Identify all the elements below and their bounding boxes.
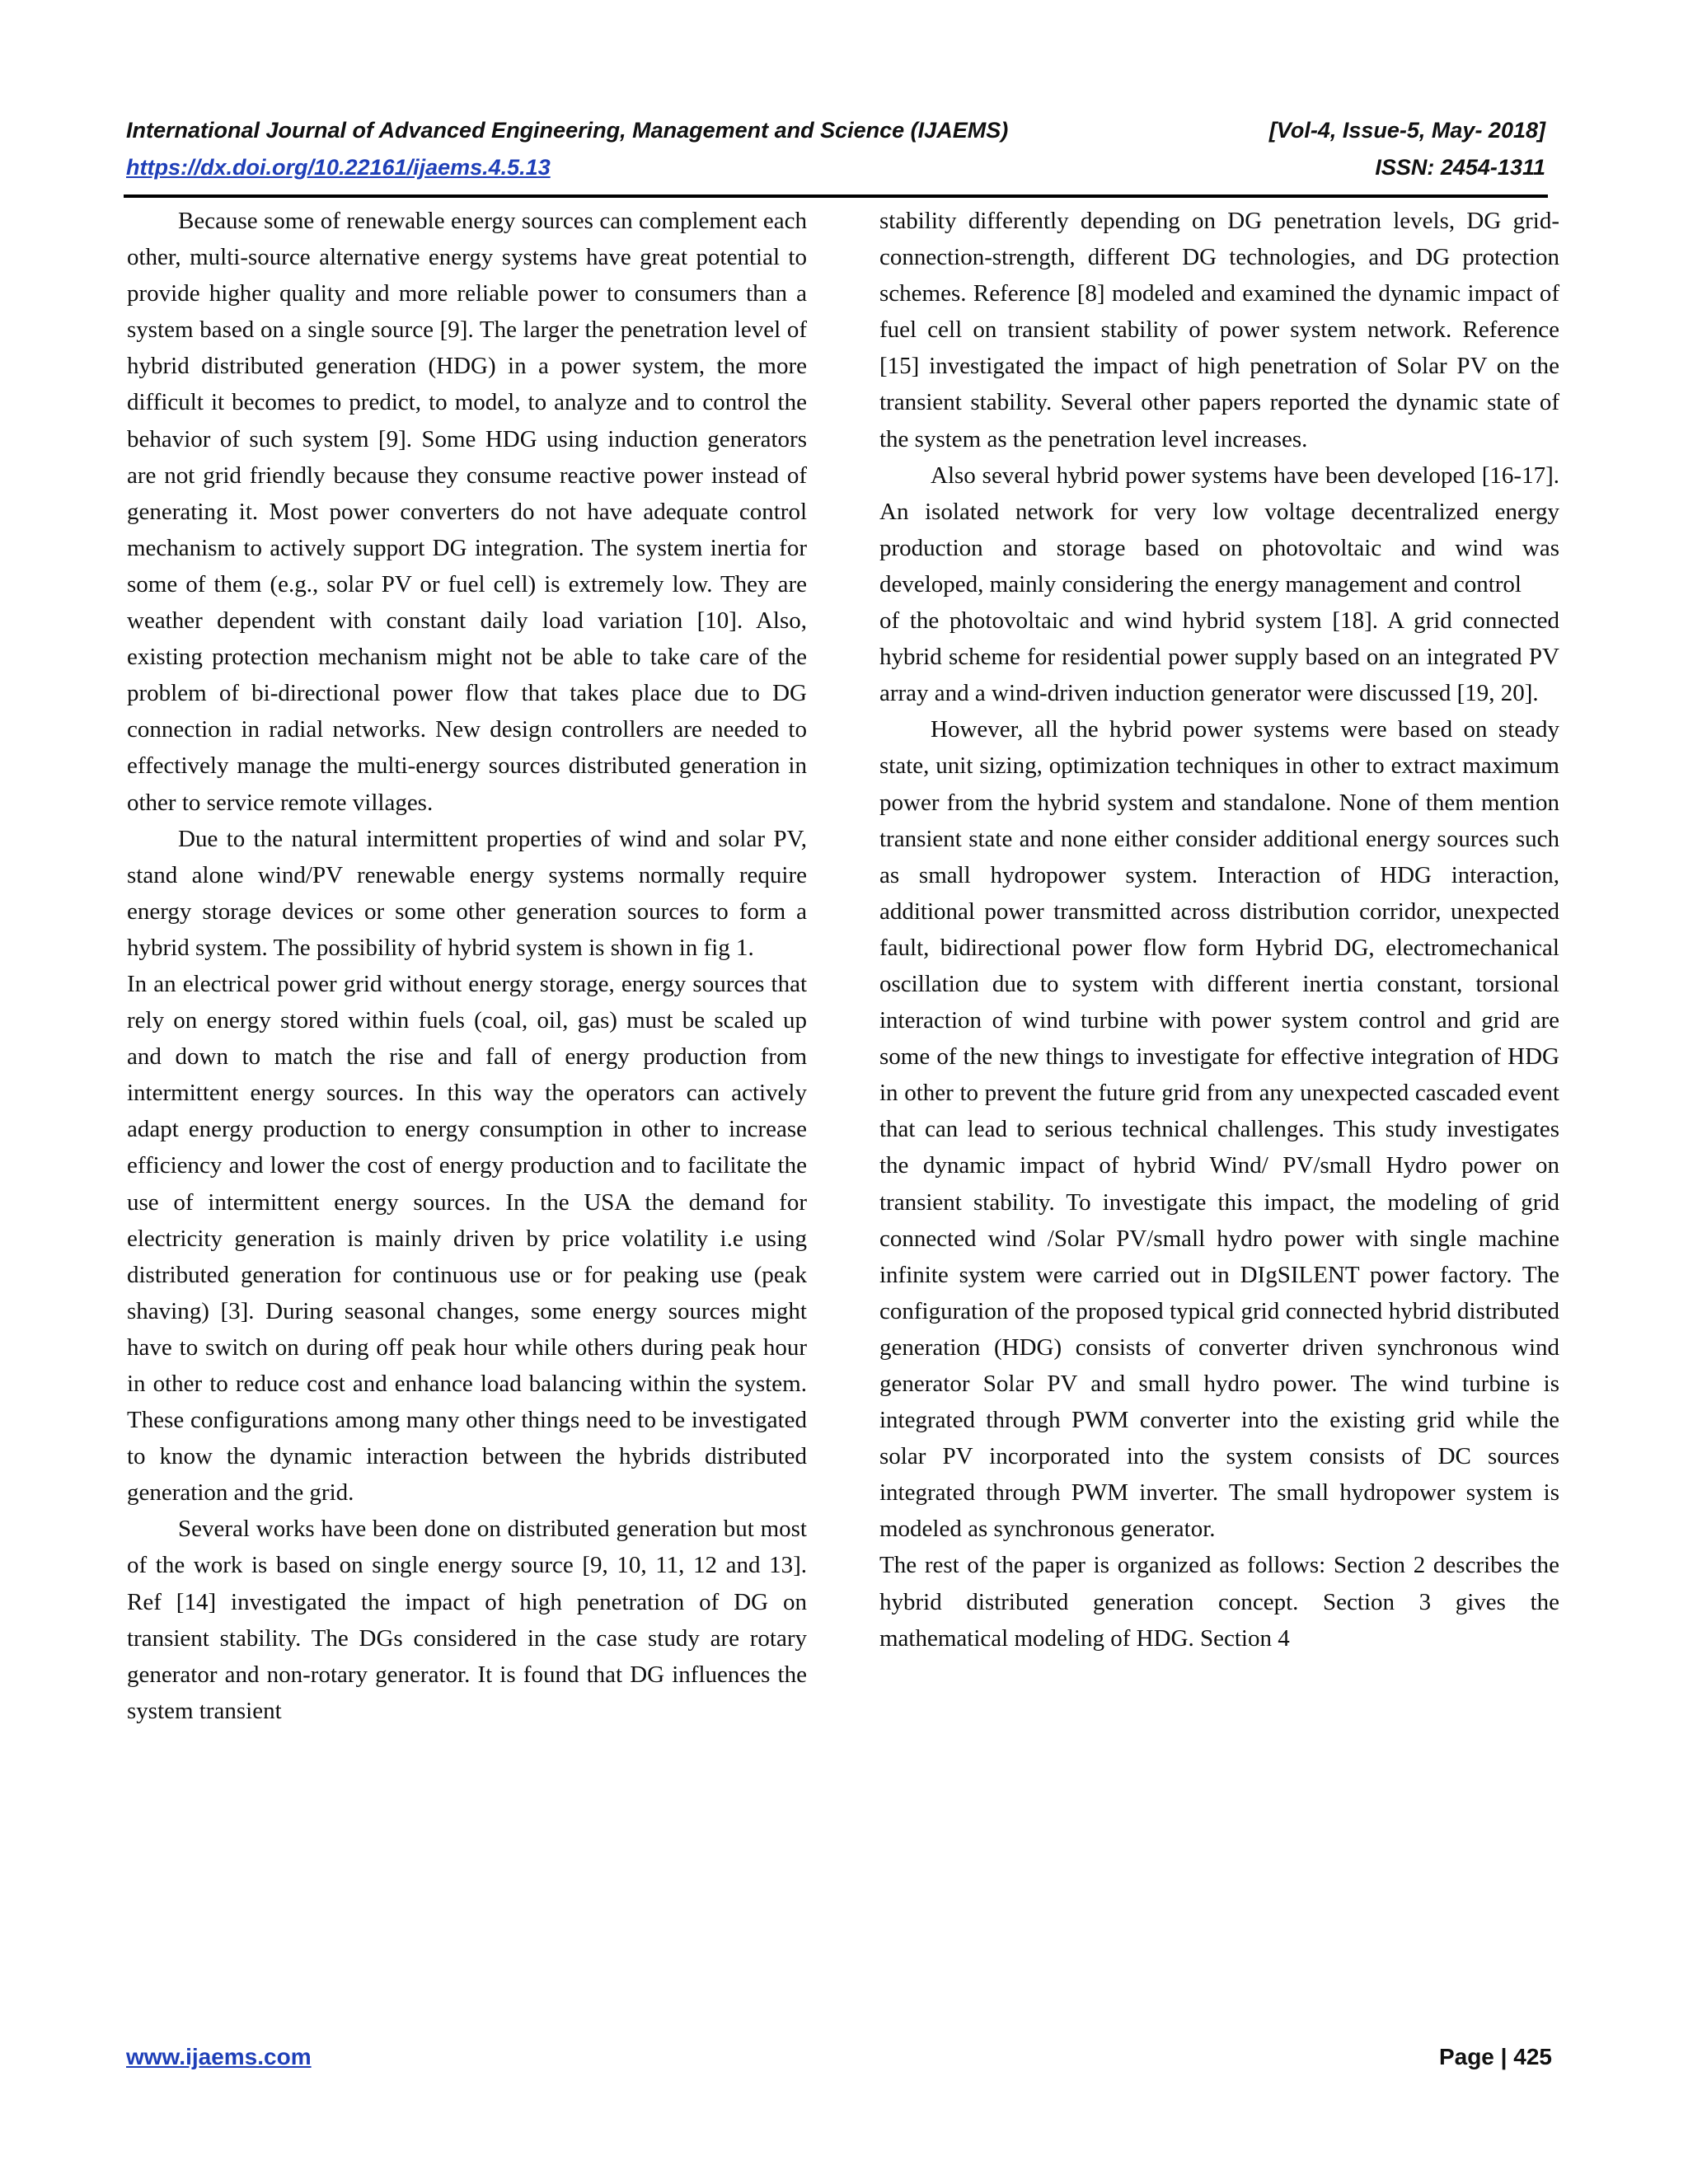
website-link[interactable]: www.ijaems.com	[126, 2044, 312, 2069]
journal-title: International Journal of Advanced Engineering, Management and Science (IJAEMS)	[126, 118, 1009, 143]
paragraph: Due to the natural intermittent properties of wind and solar PV, stand alone wind/PV renewable energy systems normally require energy storage devices or some other generation sources to form a hybrid system. The possibility of hybrid system is shown in fig 1.	[127, 825, 807, 961]
paragraph: stability differently depending on DG penetration levels, DG grid- connection-strength, different DG technologies, and DG protection schemes. Reference [8] modeled and examined the dynamic impact of fuel cell on transient stability of power system network. Reference [15] investigated the impact of high penetration of Solar PV on the transient stability. Several other papers reported the dynamic state of the system as the penetration level increases.	[879, 208, 1559, 452]
paragraph: of the photovoltaic and wind hybrid system [18]. A grid connected hybrid scheme for residential power supply based on an integrated PV array and a wind-driven induction generator were discussed [19, 20].	[879, 607, 1559, 707]
paragraph: However, all the hybrid power systems were based on steady state, unit sizing, optimization techniques in other to extract maximum power from the hybrid system and standalone. None of them mention transient state and none either consider additional energy sources such as small hydropower system. Interaction of HDG interaction, additional power transmitted across distribution corridor, unexpected fault, bidirectional power flow form Hybrid DG, electromechanical oscillation due to system with different inertia constant, torsional interaction of wind turbine with power system control and grid are some of the new things to investigate for effective integration of HDG in other to prevent the future grid from any unexpected cascaded event that can lead to serious technical challenges. This study investigates the dynamic impact of hybrid Wind/ PV/small Hydro power on transient stability. To investigate this impact, the modeling of grid connected wind /Solar PV/small hydro power with single machine infinite system were carried out in DIgSILENT power factory. The configuration of the proposed typical grid connected hybrid distributed generation (HDG) consists of converter driven synchronous wind generator Solar PV and small hydro power. The wind turbine is integrated through PWM converter into the existing grid while the solar PV incorporated into the system consists of DC sources integrated through PWM inverter. The small hydropower system is modeled as synchronous generator.	[879, 716, 1559, 1543]
right-column	[879, 203, 1559, 1657]
page-number: Page | 425	[1438, 2044, 1552, 2069]
header-divider	[124, 194, 1548, 198]
issn: ISSN: 2454-1311	[1375, 155, 1545, 180]
left-column	[127, 203, 807, 1729]
page-footer	[126, 2044, 1552, 2077]
running-header	[126, 118, 1545, 192]
volume-info: [Vol-4, Issue-5, May- 2018]	[1268, 118, 1545, 143]
paragraph: Several works have been done on distributed generation but most of the work is based on single energy source [9, 10, 11, 12 and 13]. Ref [14] investigated the impact of high penetration of DG on transient stability. The DGs considered in the case study are rotary generator and non-rotary generator. It is found that DG influences the system transient	[127, 1516, 807, 1724]
header-top-row	[126, 118, 1545, 155]
paragraph: Because some of renewable energy sources can complement each other, multi-source alternative energy systems have great potential to provide higher quality and more reliable power to consumers than a system based on a single source [9]. The larger the penetration level of hybrid distributed generation (HDG) in a power system, the more difficult it becomes to predict, to model, to analyze and to control the behavior of such system [9]. Some HDG using induction generators are not grid friendly because they consume reactive power instead of generating it. Most power converters do not have adequate control mechanism to actively support DG integration. The system inertia for some of them (e.g., solar PV or fuel cell) is extremely low. They are weather dependent with constant daily load variation [10]. Also, existing protection mechanism might not be able to take care of the problem of bi-directional power flow that takes place due to DG connection in radial networks. New design controllers are needed to effectively manage the multi-energy sources distributed generation in other to service remote villages.	[127, 208, 807, 816]
paragraph: In an electrical power grid without energy storage, energy sources that rely on energy stored within fuels (coal, oil, gas) must be scaled up and down to match the rise and fall of energy production from intermittent energy sources. In this way the operators can actively adapt energy production to energy consumption in other to increase efficiency and lower the cost of energy production and to facilitate the use of intermittent energy sources. In the USA the demand for electricity generation is mainly driven by price volatility i.e using distributed generation for continuous use or for peaking use (peak shaving) [3]. During seasonal changes, some energy sources might have to switch on during off peak hour while others during peak hour in other to reduce cost and enhance load balancing within the system. These configurations among many other things need to be investigated to know the dynamic interaction between the hybrids distributed generation and the grid.	[127, 970, 807, 1507]
doi-link[interactable]: https://dx.doi.org/10.22161/ijaems.4.5.13	[126, 155, 551, 180]
paragraph: Also several hybrid power systems have been developed [16-17]. An isolated network for very low voltage decentralized energy production and storage based on photovoltaic and wind was developed, mainly considering the energy management and control	[879, 462, 1559, 598]
header-bottom-row	[126, 155, 1545, 192]
paragraph: The rest of the paper is organized as follows: Section 2 describes the hybrid distributed generation concept. Section 3 gives the mathematical modeling of HDG. Section 4	[879, 1552, 1559, 1652]
